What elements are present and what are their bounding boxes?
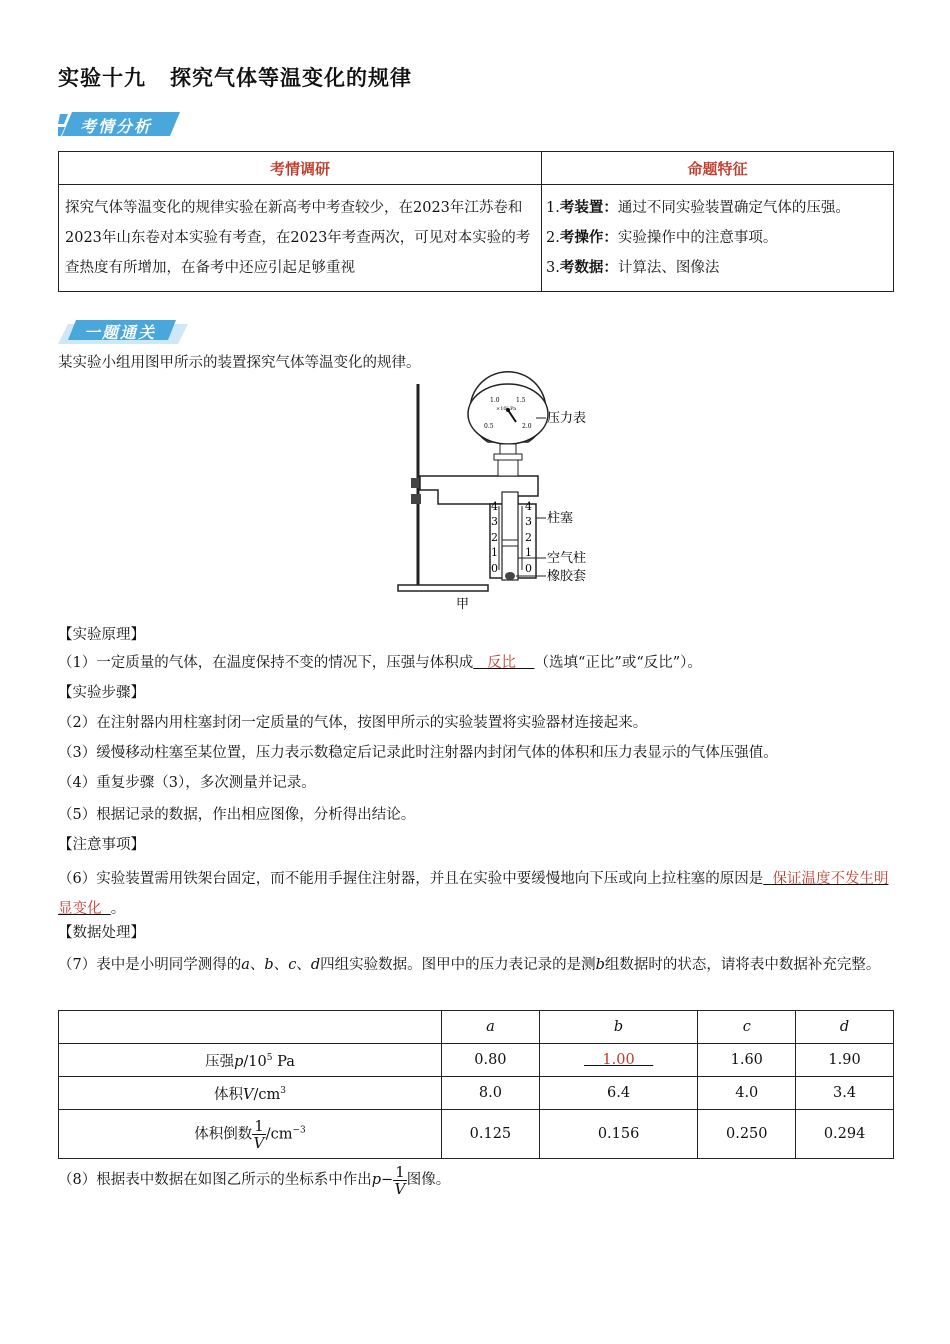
table-cell: 0.294: [796, 1110, 894, 1159]
row-label-volume: 体积$V/cm^3$: [59, 1077, 442, 1110]
scale-right-3: 3: [525, 515, 532, 528]
table-cell: 6.4: [539, 1077, 698, 1110]
gauge-tick-15: 1.5: [516, 397, 526, 404]
question-4: （4）重复步骤（3），多次测量并记录。: [58, 775, 316, 791]
question-3: （3）缓慢移动柱塞至某位置，压力表示数稳定后记录此时注射器内封闭气体的体积和压力表显示的气体压强值。: [58, 745, 778, 761]
row-label-inverse-volume: 体积倒数 $\frac{1}{V}$ $/cm^{-3}$: [59, 1110, 442, 1159]
question-6: （6）实验装置需用铁架台固定，而不能用手握住注射器，并且在实验中要缓慢地向下压或向上拉柱塞的原因是 保证温度不发生明显变化 。: [58, 871, 889, 917]
scale-left-4: 4: [491, 500, 498, 513]
row-label-pressure: 压强$p/10^5$ Pa: [59, 1044, 442, 1077]
question-2: （2）在注射器内用柱塞封闭一定质量的气体，按图甲所示的实验装置将实验器材连接起来。: [58, 715, 648, 731]
gauge-tick-10: 1.0: [490, 397, 500, 404]
question-1: （1）一定质量的气体，在温度保持不变的情况下，压强与体积成 反比 （选填“正比”或“反比”）。: [58, 655, 702, 671]
scale-left-2: 2: [491, 531, 498, 544]
data-header-b: b: [539, 1011, 698, 1044]
feature-item: 1.考装置：通过不同实验装置确定气体的压强。: [546, 200, 850, 216]
scale-right-0: 0: [525, 562, 532, 575]
banner-analysis-text: 考情分析: [80, 117, 153, 136]
scale-left-1: 1: [491, 546, 498, 559]
table-cell: 0.250: [698, 1110, 796, 1159]
table-cell: 8.0: [442, 1077, 540, 1110]
table-cell: 0.156: [539, 1110, 698, 1159]
banner-analysis: [58, 110, 180, 138]
section-steps: 【实验步骤】: [58, 685, 145, 701]
page-title: [58, 62, 412, 92]
table-cell-answer: 1.00: [539, 1044, 698, 1077]
label-air-column: 空气柱: [547, 551, 587, 566]
data-header-d: d: [796, 1011, 894, 1044]
table-cell: 0.125: [442, 1110, 540, 1159]
question-5: （5）根据记录的数据，作出相应图像，分析得出结论。: [58, 807, 416, 823]
figure-caption: 甲: [456, 597, 470, 612]
scale-right-4: 4: [525, 500, 532, 513]
gauge-tick-05: 0.5: [484, 423, 494, 430]
data-header-c: c: [698, 1011, 796, 1044]
scale-right-2: 2: [525, 531, 532, 544]
analysis-research-text: 探究气体等温变化的规律实验在新高考中考查较少，在2023年江苏卷和2023年山东卷对本实验有考查，在2023年考查两次，可见对本实验的考查热度有所增加，在备考中还应引起足够重视: [59, 185, 542, 292]
answer-6: 保证温度不发生明显变化: [58, 871, 889, 917]
table-cell: 1.90: [796, 1044, 894, 1077]
question-8: （8）根据表中数据在如图乙所示的坐标系中作出p− $\frac{1}{V}$ 图像。: [58, 1162, 451, 1198]
apparatus-figure: [398, 380, 587, 612]
intro-text: 某实验小组用图甲所示的装置探究气体等温变化的规律。: [58, 355, 421, 371]
feature-item: 2.考操作：实验操作中的注意事项。: [546, 230, 778, 246]
section-data: 【数据处理】: [58, 925, 145, 941]
scale-left-0: 0: [491, 562, 498, 575]
data-table-corner: [59, 1011, 442, 1044]
table-cell: 1.60: [698, 1044, 796, 1077]
analysis-table: [58, 151, 894, 292]
scale-right-1: 1: [525, 546, 532, 559]
table-cell: 3.4: [796, 1077, 894, 1110]
analysis-features: [542, 185, 894, 292]
banner-one-question-text: 一题通关: [84, 323, 157, 342]
table-cell: 4.0: [698, 1077, 796, 1110]
section-principle: 【实验原理】: [58, 627, 145, 643]
title-main: 探究气体等温变化的规律: [170, 66, 412, 90]
label-gauge: 压力表: [547, 411, 587, 426]
label-piston: 柱塞: [547, 511, 574, 526]
fraction-1-over-v: $\frac{1}{V}$: [253, 1116, 265, 1152]
table-cell: 0.80: [442, 1044, 540, 1077]
data-table: [58, 1010, 894, 1159]
analysis-header-research: 考情调研: [59, 152, 542, 185]
feature-item: 3.考数据：计算法、图像法: [546, 260, 720, 276]
answer-1: 反比: [487, 655, 517, 671]
title-prefix: 实验十九: [58, 66, 146, 90]
gauge-unit: ×10⁵ Pa: [496, 406, 517, 412]
banner-one-question: [58, 318, 188, 346]
scale-left-3: 3: [491, 515, 498, 528]
gauge-tick-20: 2.0: [522, 423, 532, 430]
data-header-a: a: [442, 1011, 540, 1044]
label-rubber: 橡胶套: [547, 569, 587, 584]
analysis-header-features: 命题特征: [542, 152, 894, 185]
fraction-1-over-v: $\frac{1}{V}$: [394, 1162, 406, 1198]
section-notes: 【注意事项】: [58, 837, 145, 853]
question-7: （7）表中是小明同学测得的a、b、c、d四组实验数据。图甲中的压力表记录的是测b组数据时的状态，请将表中数据补充完整。: [58, 957, 881, 973]
